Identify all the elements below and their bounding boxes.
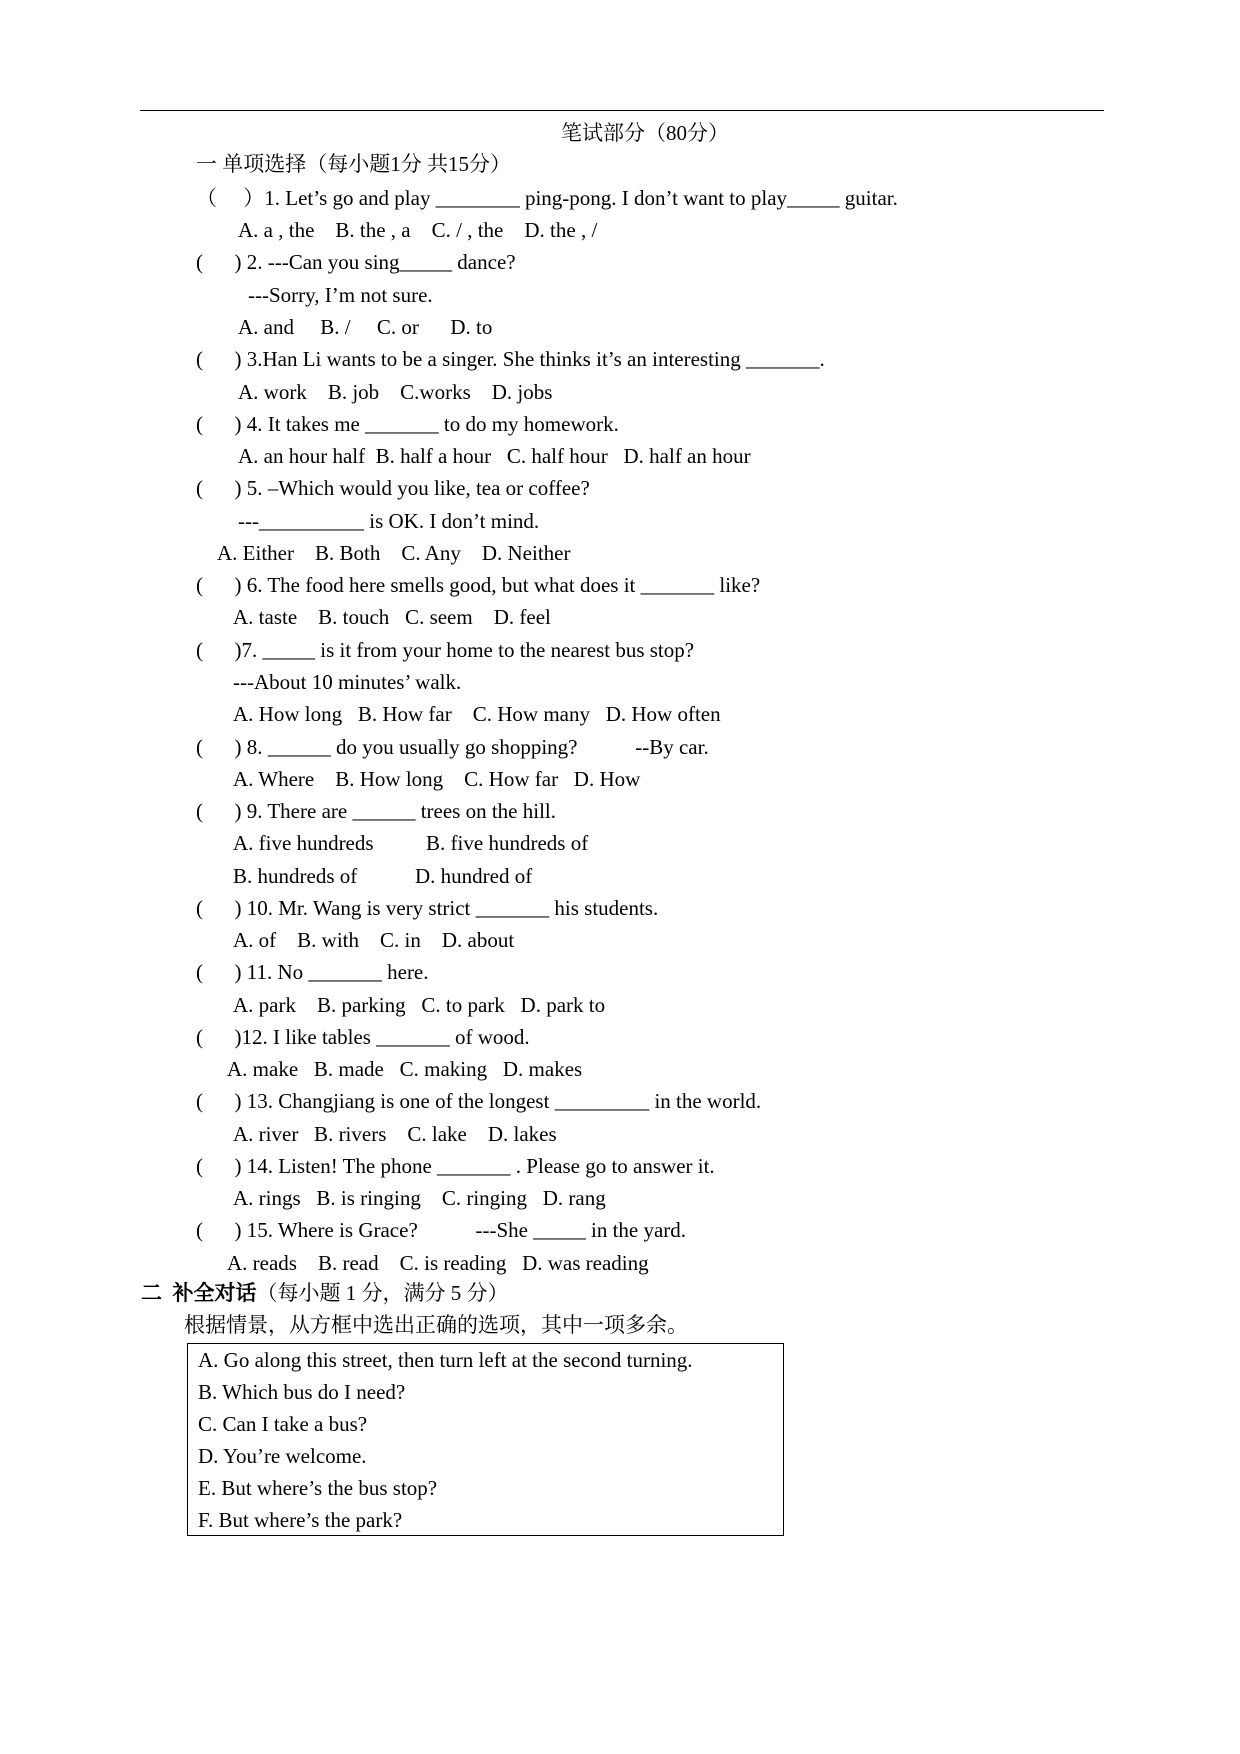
- question-options: A. river B. rivers C. lake D. lakes: [233, 1122, 557, 1146]
- question-options: B. hundreds of D. hundred of: [233, 864, 533, 888]
- question-stem: ( ) 9. There are ______ trees on the hill.: [196, 799, 557, 823]
- choice-item: F. But where’s the park?: [198, 1508, 403, 1532]
- question-options: A. Where B. How long C. How far D. How: [233, 767, 641, 791]
- question-stem: ( ) 10. Mr. Wang is very strict _______ his students.: [196, 896, 659, 920]
- question-options: A. How long B. How far C. How many D. How often: [233, 702, 721, 726]
- section2-title: 补全对话: [172, 1281, 257, 1305]
- choice-item: B. Which bus do I need?: [198, 1380, 406, 1404]
- question-stem: ( )7. _____ is it from your home to the nearest bus stop?: [196, 638, 695, 662]
- question-stem: ( ) 11. No _______ here.: [196, 960, 429, 984]
- question-options: A. park B. parking C. to park D. park to: [233, 993, 606, 1017]
- question-stem: ( ) 4. It takes me _______ to do my homework.: [196, 412, 619, 436]
- question-extra: ---Sorry, I’m not sure.: [248, 283, 433, 307]
- question-stem: ( ) 2. ---Can you sing_____ dance?: [196, 250, 516, 274]
- question-options: A. work B. job C.works D. jobs: [238, 380, 553, 404]
- question-options: A. a , the B. the , a C. / , the D. the , /: [238, 218, 598, 242]
- question-stem: （ ）1. Let’s go and play ________ ping-pong. I don’t want to play_____ guitar.: [196, 186, 898, 210]
- question-stem: ( ) 6. The food here smells good, but what does it _______ like?: [196, 573, 761, 597]
- question-stem: ( ) 3.Han Li wants to be a singer. She thinks it’s an interesting _______.: [196, 347, 825, 371]
- question-stem: ( )12. I like tables _______ of wood.: [196, 1025, 530, 1049]
- choice-item: A. Go along this street, then turn left at the second turning.: [198, 1348, 693, 1372]
- section1-title: 一 单项选择（每小题1分 共15分）: [196, 152, 511, 176]
- choices-box: [187, 1343, 784, 1536]
- question-options: A. rings B. is ringing C. ringing D. rang: [233, 1186, 606, 1210]
- question-stem: ( ) 13. Changjiang is one of the longest _________ in the world.: [196, 1089, 762, 1113]
- choice-item: D. You’re welcome.: [198, 1444, 367, 1468]
- choice-item: C. Can I take a bus?: [198, 1412, 368, 1436]
- question-options: A. of B. with C. in D. about: [233, 928, 515, 952]
- header-rule: [140, 110, 1104, 111]
- question-stem: ( ) 14. Listen! The phone _______ . Please go to answer it.: [196, 1154, 715, 1178]
- question-options: A. five hundreds B. five hundreds of: [233, 831, 589, 855]
- choice-item: E. But where’s the bus stop?: [198, 1476, 438, 1500]
- question-options: A. Either B. Both C. Any D. Neither: [217, 541, 571, 565]
- question-options: A. taste B. touch C. seem D. feel: [233, 605, 551, 629]
- question-options: A. an hour half B. half a hour C. half hour D. half an hour: [238, 444, 751, 468]
- section2-instruction: 根据情景，从方框中选出正确的选项，其中一项多余。: [184, 1313, 688, 1337]
- section2-number: 二: [141, 1281, 162, 1305]
- question-options: A. make B. made C. making D. makes: [227, 1057, 583, 1081]
- question-options: A. reads B. read C. is reading D. was reading: [227, 1251, 649, 1275]
- page-title: 笔试部分（80分）: [561, 121, 729, 145]
- section2-heading: [141, 1279, 509, 1307]
- question-extra: ---__________ is OK. I don’t mind.: [238, 509, 540, 533]
- question-extra: ---About 10 minutes’ walk.: [233, 670, 462, 694]
- question-stem: ( ) 15. Where is Grace? ---She _____ in the yard.: [196, 1218, 687, 1242]
- question-stem: ( ) 5. –Which would you like, tea or coffee?: [196, 476, 590, 500]
- question-stem: ( ) 8. ______ do you usually go shopping? --By car.: [196, 735, 709, 759]
- question-options: A. and B. / C. or D. to: [238, 315, 493, 339]
- section2-score: （每小题 1 分，满分 5 分）: [256, 1281, 509, 1305]
